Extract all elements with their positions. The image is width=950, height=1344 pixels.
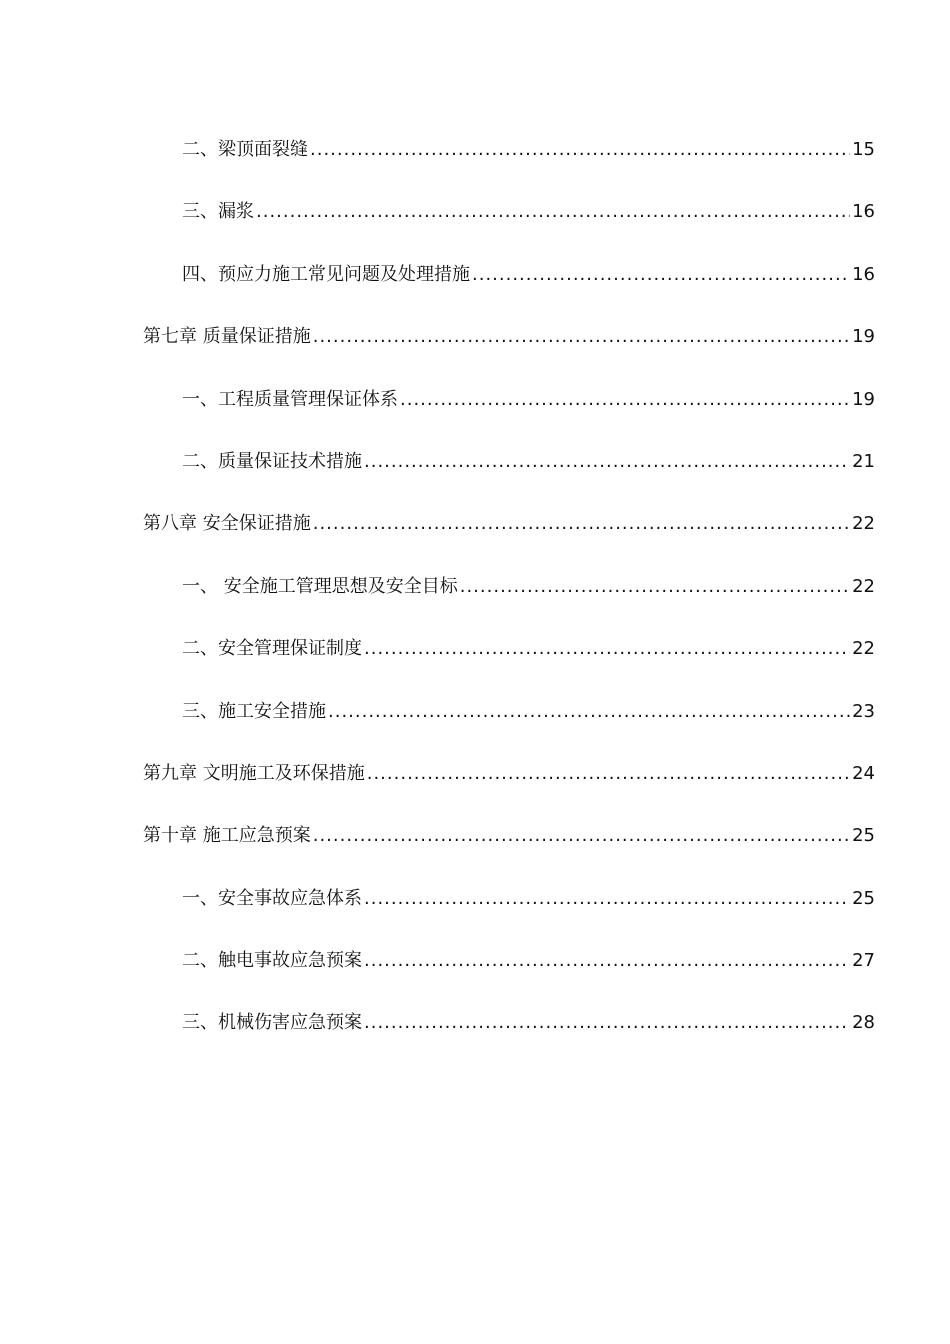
toc-chapter-entry[interactable] — [0, 752, 950, 814]
toc-entry-page-number: 19 — [852, 388, 875, 410]
toc-dot-leader — [400, 388, 850, 412]
toc-entry-page-number: 22 — [852, 638, 875, 660]
toc-entry-row — [182, 263, 875, 287]
toc-entry[interactable] — [0, 877, 950, 939]
toc-entry[interactable] — [0, 253, 950, 315]
toc-chapter-entry[interactable] — [0, 814, 950, 876]
toc-dot-leader — [313, 512, 850, 536]
toc-entry-title: 四、预应力施工常见问题及处理措施 — [182, 263, 470, 285]
toc-dot-leader — [472, 263, 850, 287]
toc-entry-row — [182, 700, 875, 724]
toc-entry-page-number: 15 — [852, 139, 875, 160]
toc-entry-page-number: 19 — [852, 326, 875, 348]
toc-entry-title: 二、安全管理保证制度 — [182, 638, 362, 660]
toc-entry-page-number: 16 — [852, 201, 875, 223]
toc-chapter-title: 第九章 文明施工及环保措施 — [143, 762, 365, 784]
toc-dot-leader — [313, 824, 850, 848]
toc-entry-page-number: 27 — [852, 950, 875, 972]
toc-entry-page-number: 23 — [852, 700, 875, 722]
toc-entry-title: 三、漏浆 — [182, 201, 254, 223]
toc-entry[interactable] — [0, 690, 950, 752]
toc-dot-leader — [328, 700, 850, 724]
toc-dot-leader — [364, 637, 850, 661]
toc-entry-page-number: 24 — [852, 762, 875, 784]
toc-entry-page-number: 22 — [852, 575, 875, 597]
toc-chapter-entry[interactable] — [0, 315, 950, 377]
toc-entry[interactable] — [0, 939, 950, 1001]
toc-entry-row — [182, 138, 875, 162]
toc-entry-row — [182, 637, 875, 661]
toc-entry-title: 二、梁顶面裂缝 — [182, 139, 308, 160]
toc-dot-leader — [364, 450, 850, 474]
toc-entry-row — [182, 575, 875, 599]
toc-entry[interactable] — [0, 627, 950, 689]
toc-dot-leader — [364, 887, 850, 911]
toc-entry-row — [143, 824, 875, 848]
toc-entry-title: 一、安全事故应急体系 — [182, 887, 362, 909]
toc-dot-leader — [313, 325, 850, 349]
toc-entry-title: 三、施工安全措施 — [182, 700, 326, 722]
toc-dot-leader — [364, 1011, 850, 1035]
toc-entry-page-number: 25 — [852, 887, 875, 909]
toc-dot-leader — [256, 200, 850, 224]
toc-chapter-entry[interactable] — [0, 502, 950, 564]
toc-dot-leader — [367, 762, 850, 786]
toc-entry-page-number: 16 — [852, 263, 875, 285]
toc-entry-row — [143, 762, 875, 786]
toc-entry-row — [182, 949, 875, 973]
toc-entry-row — [143, 512, 875, 536]
toc-entry-row — [182, 200, 875, 224]
toc-chapter-title: 第八章 安全保证措施 — [143, 513, 311, 535]
toc-dot-leader — [364, 949, 850, 973]
toc-chapter-title: 第七章 质量保证措施 — [143, 326, 311, 348]
toc-entry[interactable] — [0, 378, 950, 440]
table-of-contents — [0, 128, 950, 1064]
toc-dot-leader — [460, 575, 850, 599]
toc-entry-page-number: 28 — [852, 1012, 875, 1034]
toc-dot-leader — [310, 138, 850, 162]
toc-entry-row — [182, 1011, 875, 1035]
toc-entry-title: 二、质量保证技术措施 — [182, 450, 362, 472]
toc-entry-page-number: 25 — [852, 825, 875, 847]
toc-entry-row — [182, 388, 875, 412]
toc-entry[interactable] — [0, 128, 950, 190]
toc-entry-row — [143, 325, 875, 349]
toc-chapter-title: 第十章 施工应急预案 — [143, 825, 311, 847]
toc-entry-row — [182, 450, 875, 474]
toc-entry-page-number: 22 — [852, 513, 875, 535]
toc-entry[interactable] — [0, 190, 950, 252]
toc-entry[interactable] — [0, 565, 950, 627]
toc-entry-title: 一、工程质量管理保证体系 — [182, 388, 398, 410]
toc-entry-title: 一、 安全施工管理思想及安全目标 — [182, 575, 458, 597]
toc-entry-page-number: 21 — [852, 450, 875, 472]
toc-entry-row — [182, 887, 875, 911]
toc-entry-title: 三、机械伤害应急预案 — [182, 1012, 362, 1034]
toc-entry-title: 二、触电事故应急预案 — [182, 950, 362, 972]
toc-entry[interactable] — [0, 440, 950, 502]
toc-entry[interactable] — [0, 1001, 950, 1063]
